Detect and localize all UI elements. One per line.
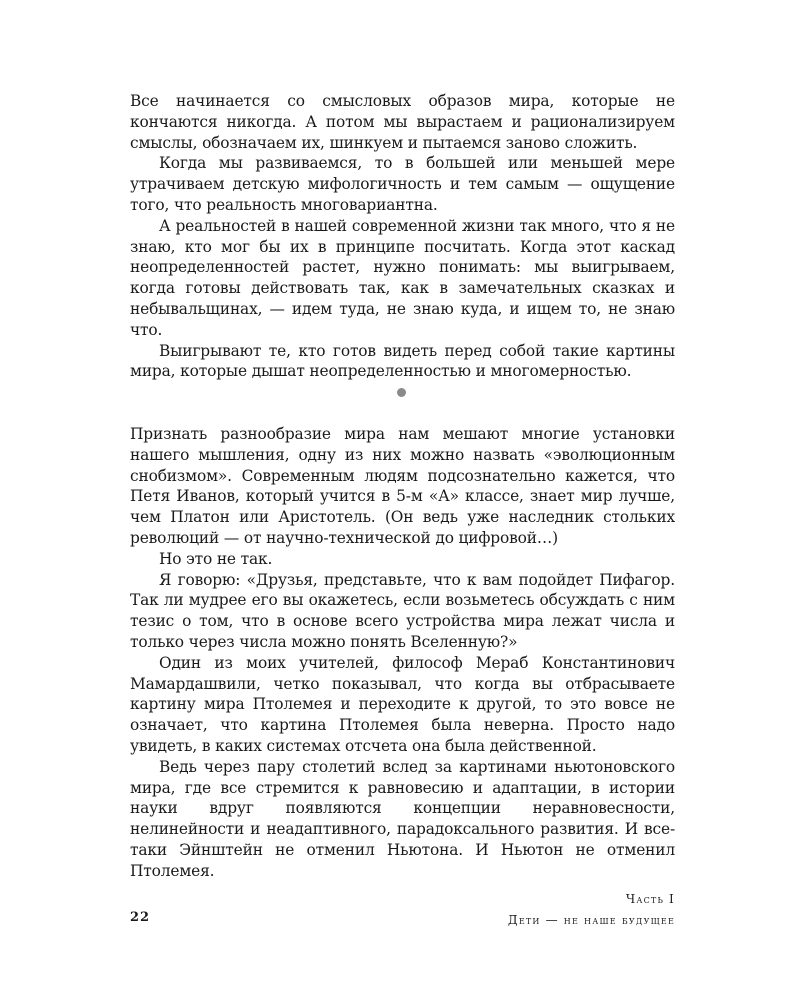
- paragraph: Все начинается со смысловых образов мира, которые не кончаются никогда. А потом мы вырастаем и рационализируем смыслы, обозначаем их, шинкуем и пытаемся заново сложить.: [130, 92, 675, 152]
- paragraph: А реальностей в нашей современной жизни так много, что я не знаю, кто мог бы их в принципе посчитать. Когда этот каскад неопределенностей растет, нужно понимать: мы выигрываем, когда готовы действовать так, как в замечательных сказках и небывальщинах, — идем туда, не знаю куда, и ищем то, не знаю что.: [130, 216, 675, 339]
- paragraph: Признать разнообразие мира нам мешают многие установки нашего мышления, одну из них можно назвать «эволюционным снобизмом». Современным людям подсознательно кажется, что Петя Иванов, который учится в 5-м «А» классе, знает мир лучше, чем Платон или Аристотель. (Он ведь уже наследник стольких революций — от научно-технической до цифровой…): [130, 425, 675, 547]
- running-head-chapter: Дети — не наше будущее: [507, 913, 675, 927]
- paragraph: Выигрывают те, кто готов видеть перед собой такие картины мира, которые дышат неопределенностью и многомерностью.: [130, 341, 675, 381]
- text-section-2: [130, 424, 675, 882]
- paragraph: Один из моих учителей, философ Мераб Константинович Мамардашвили, четко показывал, что когда вы отбрасываете картину мира Птолемея и переходите к другой, то это вовсе не означает, что картина Птолемея была неверна. Просто надо увидеть, в каких системах отсчета она была действенной.: [130, 653, 675, 755]
- running-head: [508, 889, 675, 931]
- running-head-part: Часть I: [625, 892, 675, 906]
- paragraph: Когда мы развиваемся, то в большей или меньшей мере утрачиваем детскую мифологичность и тем самым — ощущение того, что реальность многовариантна.: [130, 154, 675, 214]
- text-section-1: [130, 91, 675, 382]
- paragraph: Я говорю: «Друзья, представьте, что к вам подойдет Пифагор. Так ли мудрее его вы окажетесь, если возьметесь обсуждать с ним тезис о том, что в основе всего устройства мира лежат числа и только через числа можно понять Вселенную?»: [130, 570, 675, 651]
- paragraph: Ведь через пару столетий вслед за картинами ньютоновского мира, где все стремится к равновесию и адаптации, в истории науки вдруг появляются концепции неравновесности, нелинейности и неадаптивного, парадоксального развития. И все-таки Эйнштейн не отменил Ньютона. И Ньютон не отменил Птолемея.: [130, 757, 675, 880]
- section-separator-dot: [397, 388, 406, 397]
- page-number: 22: [130, 910, 151, 925]
- paragraph: Но это не так.: [159, 549, 273, 568]
